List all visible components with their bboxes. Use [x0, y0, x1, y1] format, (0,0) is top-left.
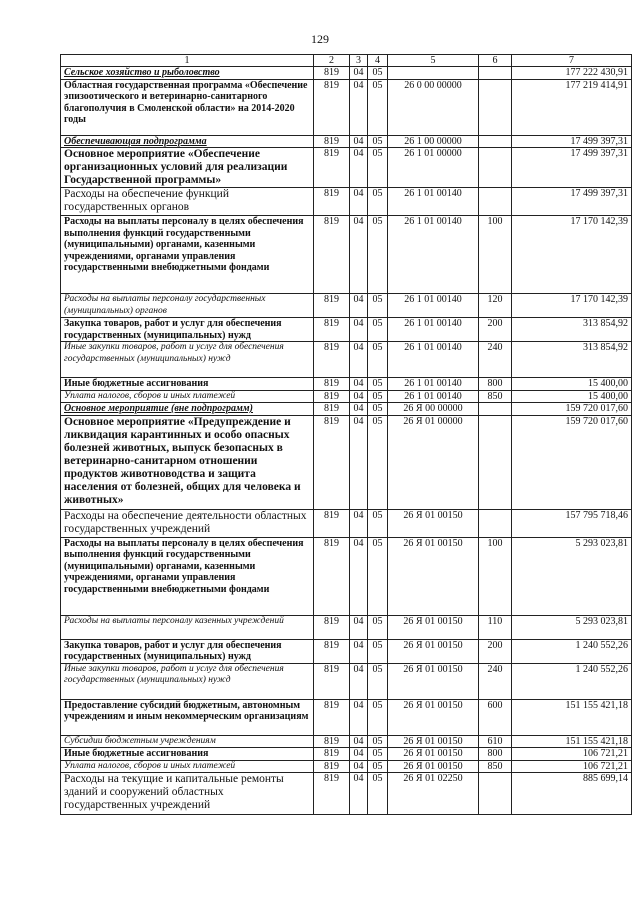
row-name-cell: Основное мероприятие «Обеспечение организационных условий для реализации Государственной программы»: [61, 148, 314, 188]
section-code-cell: 04: [350, 735, 368, 748]
admin-code-cell: 819: [314, 699, 350, 735]
amount-cell: 106 721,21: [512, 748, 632, 761]
section-code-cell: 04: [350, 639, 368, 663]
admin-code-cell: 819: [314, 148, 350, 188]
amount-cell: 106 721,21: [512, 760, 632, 773]
target-article-cell: 26 1 01 00140: [388, 390, 479, 403]
table-row: [61, 294, 632, 318]
amount-cell: 313 854,92: [512, 342, 632, 378]
admin-code-cell: 819: [314, 760, 350, 773]
row-name-cell: Расходы на выплаты персоналу государственных (муниципальных) органов: [61, 294, 314, 318]
admin-code-cell: 819: [314, 318, 350, 342]
section-code-cell: 04: [350, 378, 368, 391]
table-row: [61, 216, 632, 294]
target-article-cell: 26 1 01 00140: [388, 342, 479, 378]
row-name-cell: Уплата налогов, сборов и иных платежей: [61, 760, 314, 773]
subsection-code-cell: 05: [368, 135, 388, 148]
column-header: 4: [368, 55, 388, 67]
column-header: 1: [61, 55, 314, 67]
section-code-cell: 04: [350, 188, 368, 216]
section-code-cell: 04: [350, 135, 368, 148]
table-row: [61, 135, 632, 148]
target-article-cell: 26 Я 00 00000: [388, 403, 479, 416]
subsection-code-cell: 05: [368, 760, 388, 773]
admin-code-cell: 819: [314, 79, 350, 135]
expense-type-cell: 240: [479, 342, 512, 378]
amount-cell: 15 400,00: [512, 378, 632, 391]
section-code-cell: 04: [350, 318, 368, 342]
admin-code-cell: 819: [314, 509, 350, 537]
amount-cell: 159 720 017,60: [512, 415, 632, 509]
table-row: [61, 760, 632, 773]
subsection-code-cell: 05: [368, 378, 388, 391]
row-name-cell: Обеспечивающая подпрограмма: [61, 135, 314, 148]
row-name-cell: Сельское хозяйство и рыболовство: [61, 67, 314, 80]
section-code-cell: 04: [350, 760, 368, 773]
row-name-cell: Иные бюджетные ассигнования: [61, 748, 314, 761]
target-article-cell: 26 1 01 00000: [388, 148, 479, 188]
table-row: [61, 79, 632, 135]
row-name-cell: Расходы на выплаты персоналу в целях обеспечения выполнения функций государственными (муниципальными) органами, казенными учреждениями, органами управления государственными внебюджетными фондами: [61, 216, 314, 294]
row-name-cell: Иные бюджетные ассигнования: [61, 378, 314, 391]
row-name-cell: Субсидии бюджетным учреждениям: [61, 735, 314, 748]
amount-cell: 17 499 397,31: [512, 135, 632, 148]
column-header: 5: [388, 55, 479, 67]
amount-cell: 177 222 430,91: [512, 67, 632, 80]
admin-code-cell: 819: [314, 135, 350, 148]
table-row: [61, 639, 632, 663]
expense-type-cell: [479, 509, 512, 537]
section-code-cell: 04: [350, 663, 368, 699]
subsection-code-cell: 05: [368, 773, 388, 815]
target-article-cell: 26 Я 01 00150: [388, 509, 479, 537]
row-name-cell: Иные закупки товаров, работ и услуг для обеспечения государственных (муниципальных) нужд: [61, 342, 314, 378]
table-row: [61, 699, 632, 735]
amount-cell: 17 499 397,31: [512, 188, 632, 216]
expense-type-cell: 610: [479, 735, 512, 748]
subsection-code-cell: 05: [368, 639, 388, 663]
subsection-code-cell: 05: [368, 615, 388, 639]
expense-type-cell: [479, 403, 512, 416]
table-row: [61, 509, 632, 537]
expense-type-cell: [479, 415, 512, 509]
table-row: [61, 318, 632, 342]
expense-type-cell: [479, 67, 512, 80]
admin-code-cell: 819: [314, 748, 350, 761]
expense-type-cell: 850: [479, 760, 512, 773]
subsection-code-cell: 05: [368, 699, 388, 735]
expense-type-cell: 800: [479, 378, 512, 391]
section-code-cell: 04: [350, 615, 368, 639]
subsection-code-cell: 05: [368, 663, 388, 699]
section-code-cell: 04: [350, 67, 368, 80]
amount-cell: 159 720 017,60: [512, 403, 632, 416]
table-row: [61, 390, 632, 403]
subsection-code-cell: 05: [368, 748, 388, 761]
expense-type-cell: [479, 773, 512, 815]
subsection-code-cell: 05: [368, 342, 388, 378]
section-code-cell: 04: [350, 79, 368, 135]
subsection-code-cell: 05: [368, 318, 388, 342]
table-row: [61, 773, 632, 815]
expense-type-cell: 110: [479, 615, 512, 639]
expense-type-cell: [479, 79, 512, 135]
expense-type-cell: [479, 135, 512, 148]
subsection-code-cell: 05: [368, 403, 388, 416]
target-article-cell: 26 Я 01 00000: [388, 415, 479, 509]
expense-type-cell: 200: [479, 639, 512, 663]
admin-code-cell: 819: [314, 639, 350, 663]
target-article-cell: 26 Я 01 00150: [388, 615, 479, 639]
expense-type-cell: 100: [479, 216, 512, 294]
expense-type-cell: 240: [479, 663, 512, 699]
section-code-cell: 04: [350, 415, 368, 509]
row-name-cell: Расходы на обеспечение деятельности областных государственных учреждений: [61, 509, 314, 537]
amount-cell: 5 293 023,81: [512, 537, 632, 615]
row-name-cell: Основное мероприятие «Предупреждение и ликвидация карантинных и особо опасных болезней животных, выпуск безопасных в ветеринарно-санитарном отношении продуктов животноводства и защита населения от болезней, общих для человека и животных»: [61, 415, 314, 509]
table-row: [61, 67, 632, 80]
section-code-cell: 04: [350, 699, 368, 735]
target-article-cell: 26 Я 01 00150: [388, 760, 479, 773]
amount-cell: 17 170 142,39: [512, 294, 632, 318]
target-article-cell: [388, 67, 479, 80]
table-row: [61, 735, 632, 748]
expense-type-cell: 100: [479, 537, 512, 615]
row-name-cell: Уплата налогов, сборов и иных платежей: [61, 390, 314, 403]
row-name-cell: Областная государственная программа «Обеспечение эпизоотического и ветеринарно-санитарного благополучия в Смоленской области» на 2014-2020 годы: [61, 79, 314, 135]
subsection-code-cell: 05: [368, 148, 388, 188]
subsection-code-cell: 05: [368, 390, 388, 403]
subsection-code-cell: 05: [368, 79, 388, 135]
expense-type-cell: 200: [479, 318, 512, 342]
section-code-cell: 04: [350, 148, 368, 188]
section-code-cell: 04: [350, 403, 368, 416]
table-row: [61, 663, 632, 699]
budget-table: [60, 54, 632, 815]
section-code-cell: 04: [350, 748, 368, 761]
row-name-cell: Расходы на обеспечение функций государственных органов: [61, 188, 314, 216]
column-header: 7: [512, 55, 632, 67]
target-article-cell: 26 0 00 00000: [388, 79, 479, 135]
target-article-cell: 26 1 01 00140: [388, 378, 479, 391]
section-code-cell: 04: [350, 294, 368, 318]
row-name-cell: Расходы на выплаты персоналу в целях обеспечения выполнения функций государственными (муниципальными) органами, казенными учреждениями, органами управления государственными внебюджетными фондами: [61, 537, 314, 615]
subsection-code-cell: 05: [368, 735, 388, 748]
table-row: [61, 378, 632, 391]
amount-cell: 15 400,00: [512, 390, 632, 403]
admin-code-cell: 819: [314, 342, 350, 378]
target-article-cell: 26 Я 01 00150: [388, 639, 479, 663]
amount-cell: 885 699,14: [512, 773, 632, 815]
admin-code-cell: 819: [314, 663, 350, 699]
subsection-code-cell: 05: [368, 188, 388, 216]
section-code-cell: 04: [350, 509, 368, 537]
expense-type-cell: 120: [479, 294, 512, 318]
subsection-code-cell: 05: [368, 537, 388, 615]
target-article-cell: 26 Я 01 00150: [388, 537, 479, 615]
target-article-cell: 26 Я 01 00150: [388, 663, 479, 699]
admin-code-cell: 819: [314, 537, 350, 615]
table-row: [61, 342, 632, 378]
row-name-cell: Основное мероприятие (вне подпрограмм): [61, 403, 314, 416]
header-row: [61, 55, 632, 67]
admin-code-cell: 819: [314, 378, 350, 391]
target-article-cell: 26 1 01 00140: [388, 294, 479, 318]
amount-cell: 17 499 397,31: [512, 148, 632, 188]
target-article-cell: 26 1 01 00140: [388, 318, 479, 342]
target-article-cell: 26 Я 01 00150: [388, 699, 479, 735]
admin-code-cell: 819: [314, 294, 350, 318]
admin-code-cell: 819: [314, 773, 350, 815]
table-row: [61, 188, 632, 216]
expense-type-cell: 600: [479, 699, 512, 735]
subsection-code-cell: 05: [368, 67, 388, 80]
section-code-cell: 04: [350, 390, 368, 403]
row-name-cell: Расходы на выплаты персоналу казенных учреждений: [61, 615, 314, 639]
amount-cell: 151 155 421,18: [512, 735, 632, 748]
target-article-cell: 26 1 01 00140: [388, 188, 479, 216]
admin-code-cell: 819: [314, 390, 350, 403]
page-number: 129: [311, 32, 329, 46]
expense-type-cell: [479, 188, 512, 216]
expense-type-cell: 800: [479, 748, 512, 761]
section-code-cell: 04: [350, 216, 368, 294]
expense-type-cell: [479, 148, 512, 188]
table-row: [61, 615, 632, 639]
admin-code-cell: 819: [314, 735, 350, 748]
column-header: 2: [314, 55, 350, 67]
target-article-cell: 26 Я 01 00150: [388, 748, 479, 761]
amount-cell: 5 293 023,81: [512, 615, 632, 639]
amount-cell: 313 854,92: [512, 318, 632, 342]
row-name-cell: Иные закупки товаров, работ и услуг для обеспечения государственных (муниципальных) нужд: [61, 663, 314, 699]
admin-code-cell: 819: [314, 216, 350, 294]
row-name-cell: Закупка товаров, работ и услуг для обеспечения государственных (муниципальных) нужд: [61, 639, 314, 663]
target-article-cell: 26 Я 01 02250: [388, 773, 479, 815]
amount-cell: 1 240 552,26: [512, 639, 632, 663]
table-row: [61, 748, 632, 761]
table-row: [61, 537, 632, 615]
subsection-code-cell: 05: [368, 415, 388, 509]
target-article-cell: 26 1 01 00140: [388, 216, 479, 294]
amount-cell: 1 240 552,26: [512, 663, 632, 699]
target-article-cell: 26 Я 01 00150: [388, 735, 479, 748]
column-header: 3: [350, 55, 368, 67]
amount-cell: 177 219 414,91: [512, 79, 632, 135]
amount-cell: 157 795 718,46: [512, 509, 632, 537]
subsection-code-cell: 05: [368, 509, 388, 537]
column-header: 6: [479, 55, 512, 67]
table-row: [61, 148, 632, 188]
admin-code-cell: 819: [314, 188, 350, 216]
table-body: [61, 67, 632, 815]
section-code-cell: 04: [350, 342, 368, 378]
section-code-cell: 04: [350, 773, 368, 815]
admin-code-cell: 819: [314, 67, 350, 80]
subsection-code-cell: 05: [368, 216, 388, 294]
subsection-code-cell: 05: [368, 294, 388, 318]
admin-code-cell: 819: [314, 615, 350, 639]
section-code-cell: 04: [350, 537, 368, 615]
table-row: [61, 415, 632, 509]
admin-code-cell: 819: [314, 403, 350, 416]
amount-cell: 17 170 142,39: [512, 216, 632, 294]
table-row: [61, 403, 632, 416]
admin-code-cell: 819: [314, 415, 350, 509]
target-article-cell: 26 1 00 00000: [388, 135, 479, 148]
row-name-cell: Предоставление субсидий бюджетным, автономным учреждениям и иным некоммерческим организациям: [61, 699, 314, 735]
amount-cell: 151 155 421,18: [512, 699, 632, 735]
row-name-cell: Расходы на текущие и капитальные ремонты зданий и сооружений областных государственных учреждений: [61, 773, 314, 815]
row-name-cell: Закупка товаров, работ и услуг для обеспечения государственных (муниципальных) нужд: [61, 318, 314, 342]
expense-type-cell: 850: [479, 390, 512, 403]
